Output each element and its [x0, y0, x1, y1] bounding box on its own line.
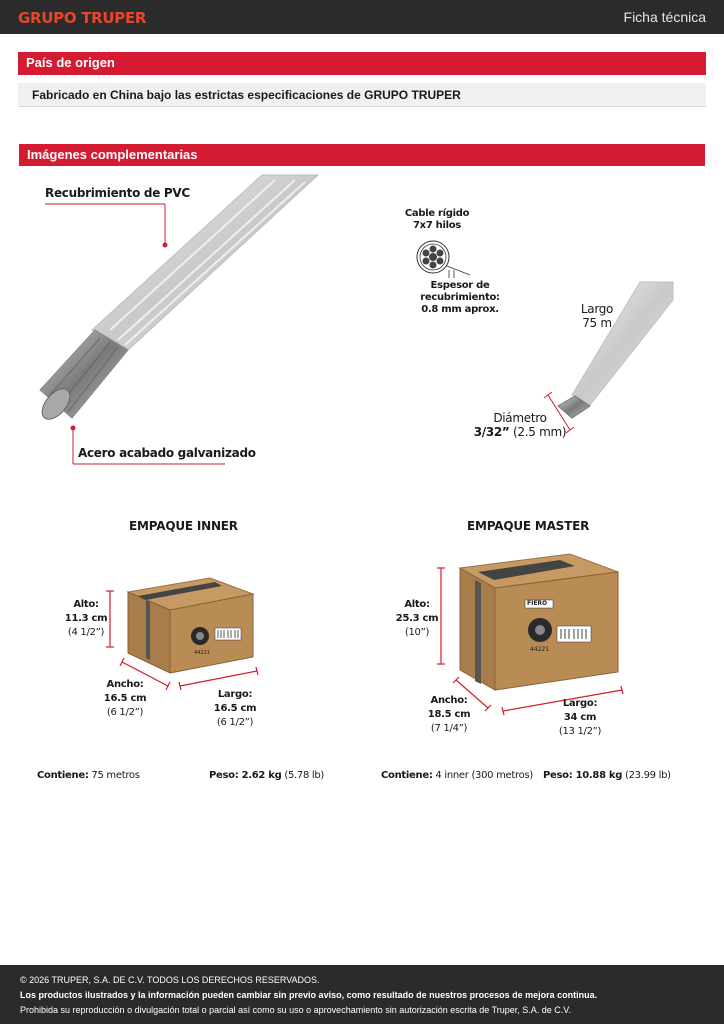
master-width-dimension: Ancho: 18.5 cm (7 1/4”)	[427, 695, 471, 734]
label-rigid-cable: Cable rígido 7x7 hilos	[404, 208, 470, 231]
footer-copyright: © 2026 TRUPER, S.A. DE C.V. TODOS LOS DERECHOS RESERVADOS.	[20, 975, 320, 985]
label-galvanized-steel: Acero acabado galvanizado	[78, 446, 256, 460]
inner-contents: Contiene: 75 metros	[37, 770, 140, 781]
master-box-brand: FIERO	[527, 600, 548, 607]
footer	[0, 965, 724, 1024]
footer-prohibition: Prohibida su reproducción o divulgación total o parcial así como su uso o aprovechamiento sin autorización escrita de Truper, S.A. de C.V.	[20, 1005, 571, 1015]
master-contents: Contiene: 4 inner (300 metros)	[381, 770, 533, 781]
images-section-title: Imágenes complementarias	[19, 144, 705, 166]
document-type: Ficha técnica	[623, 9, 706, 25]
master-height-dimension: Alto: 25.3 cm (10”)	[395, 599, 439, 638]
origin-section-title: País de origen	[18, 52, 706, 75]
brand-logo: GRUPO TRUPER	[18, 9, 147, 27]
inner-width-dimension: Ancho: 16.5 cm (6 1/2”)	[103, 679, 147, 718]
label-coating-thickness: Espesor de recubrimiento: 0.8 mm aprox.	[420, 280, 500, 315]
master-package-title: EMPAQUE MASTER	[467, 519, 590, 533]
inner-package-title: EMPAQUE INNER	[129, 519, 238, 533]
footer-notice: Los productos ilustrados y la información pueden cambiar sin previo aviso, como resultado de nuestros procesos de mejora continua.	[20, 990, 598, 1000]
master-box-code: 44221	[530, 646, 550, 653]
inner-box-code: 44221	[194, 650, 210, 656]
master-length-dimension: Largo: 34 cm (13 1/2”)	[558, 698, 602, 737]
inner-length-dimension: Largo: 16.5 cm (6 1/2”)	[213, 689, 257, 728]
master-weight: Peso: 10.88 kg (23.99 lb)	[543, 770, 671, 781]
inner-weight: Peso: 2.62 kg (5.78 lb)	[209, 770, 325, 781]
inner-height-dimension: Alto: 11.3 cm (4 1/2”)	[64, 599, 108, 638]
origin-text: Fabricado en China bajo las estrictas especificaciones de GRUPO TRUPER	[32, 88, 461, 102]
label-length: Largo 75 m	[580, 302, 614, 330]
label-diameter: Diámetro 3/32” (2.5 mm)	[473, 411, 567, 439]
label-pvc-coating: Recubrimiento de PVC	[45, 186, 190, 200]
